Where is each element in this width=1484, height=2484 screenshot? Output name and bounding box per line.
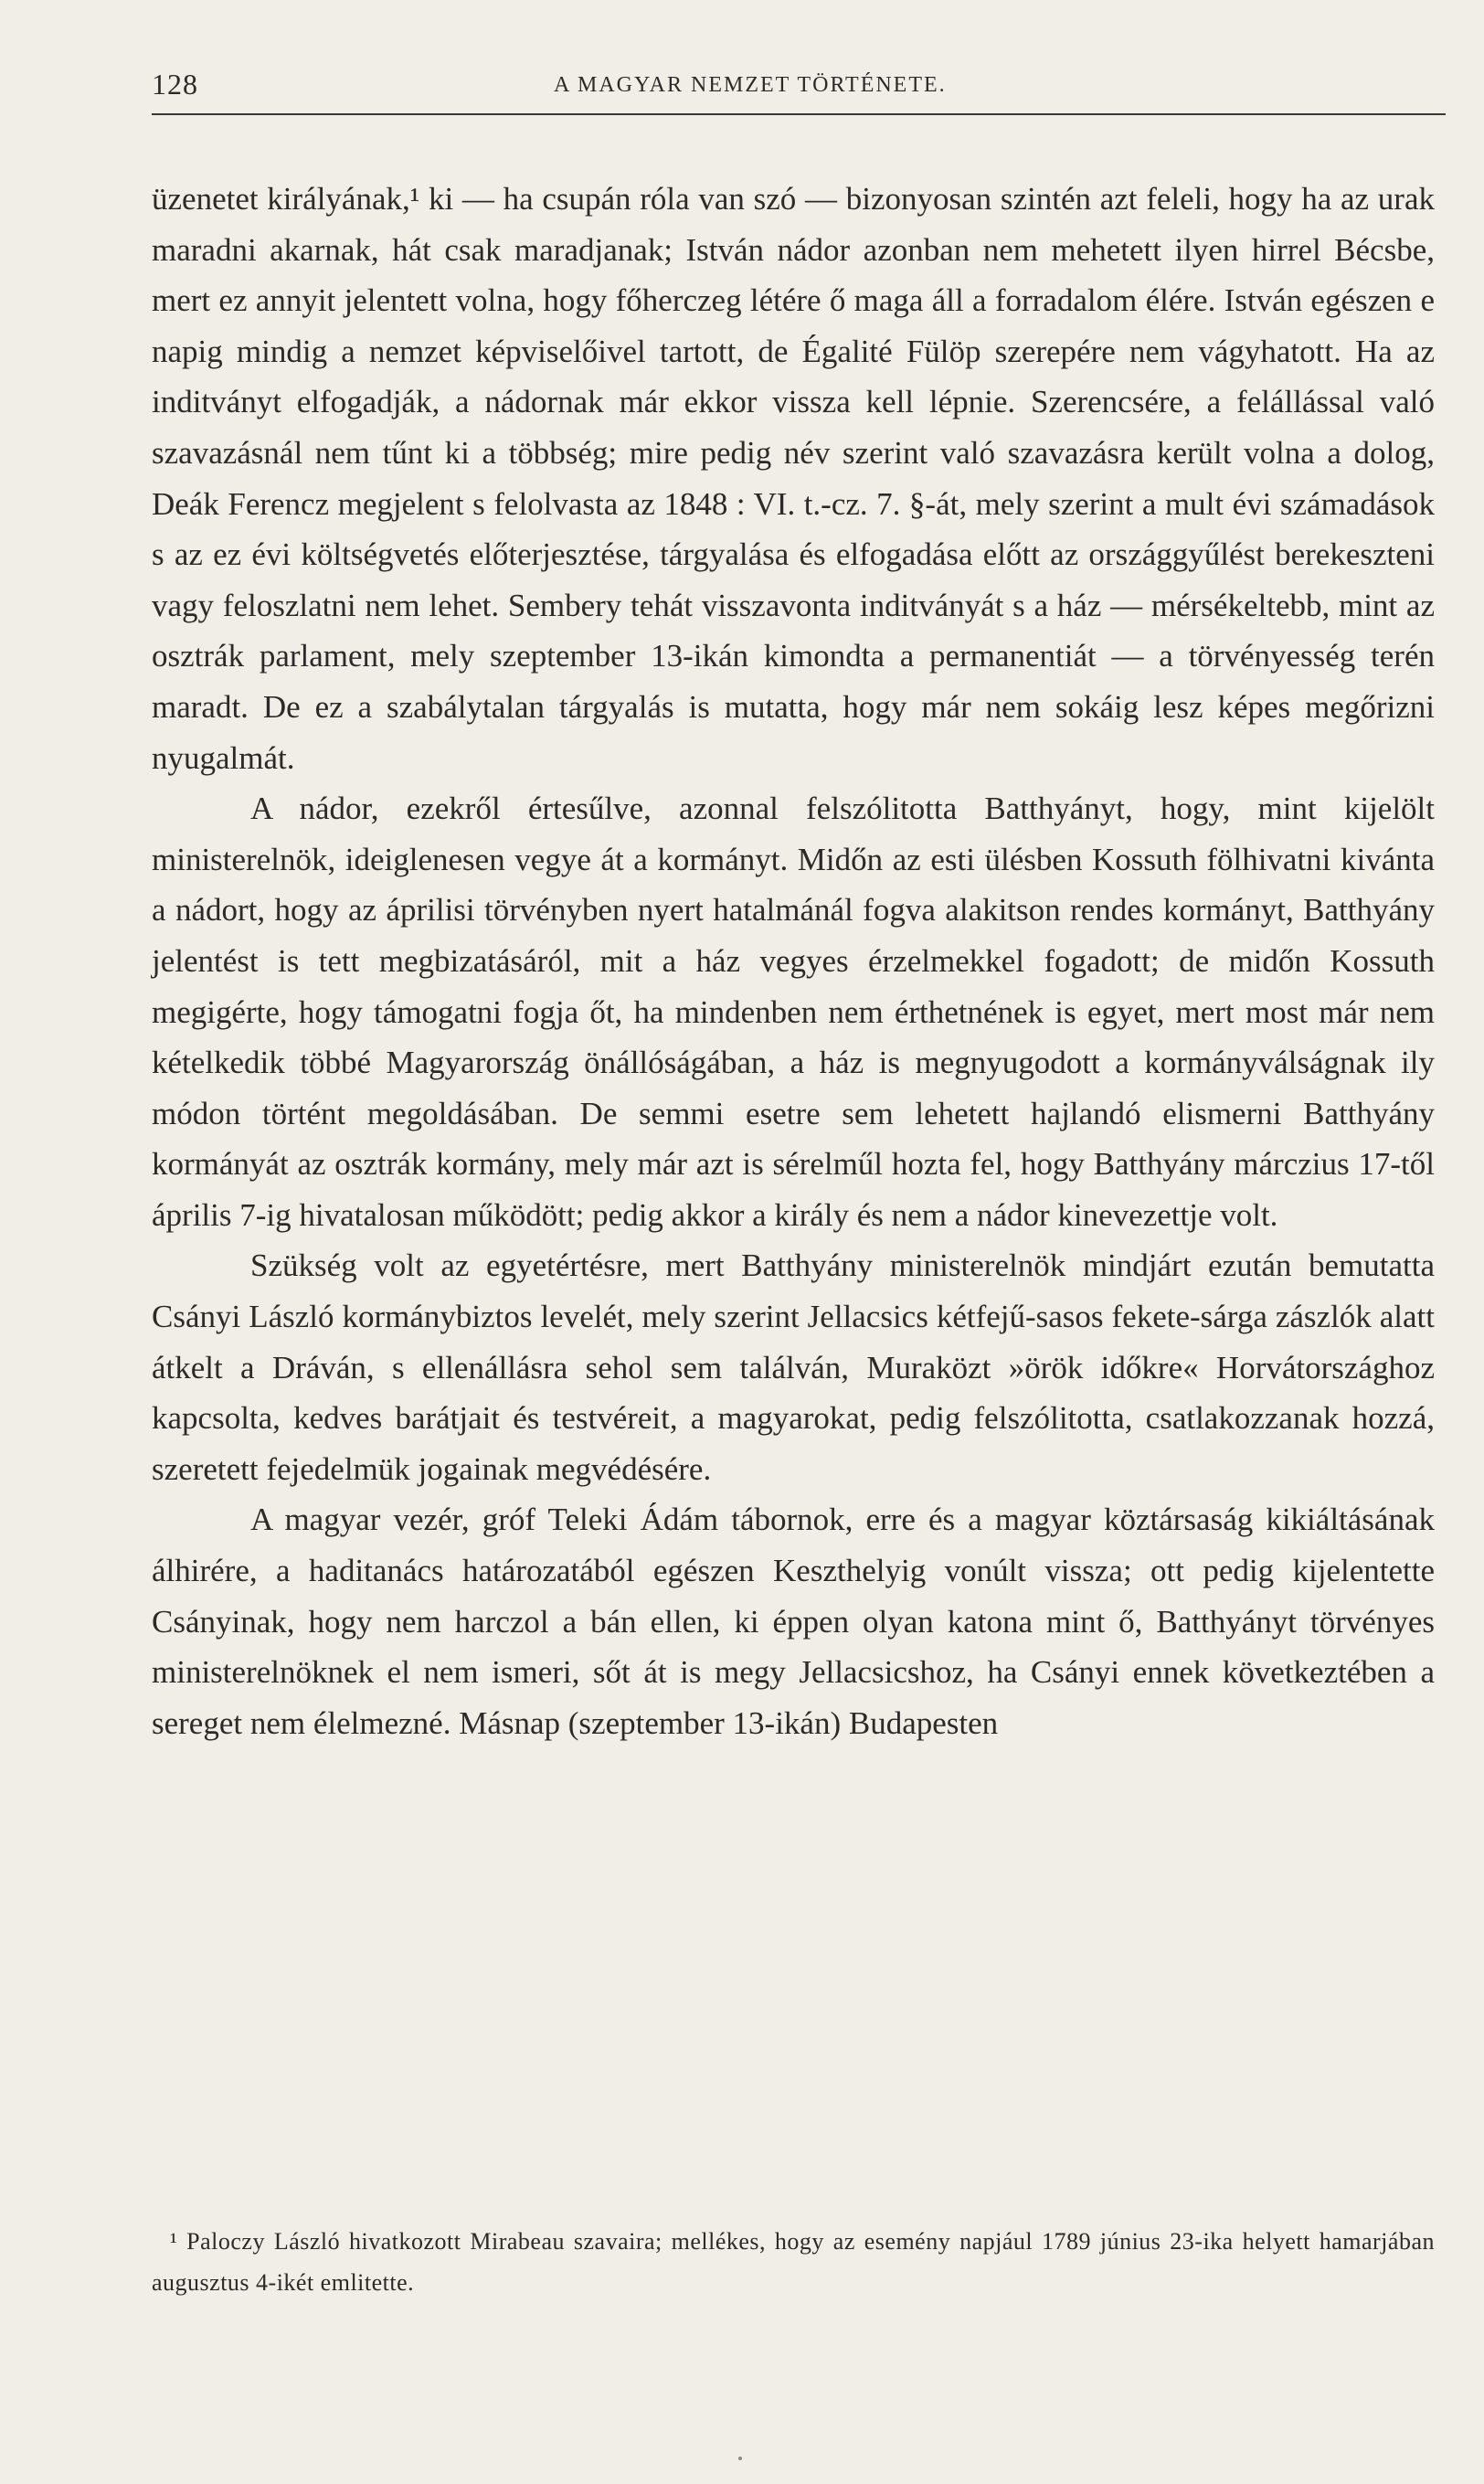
paragraph: A magyar vezér, gróf Teleki Ádám tábornok, erre és a magyar köztársaság kikiáltásának álhirére, a haditanács határozatából egészen Keszthelyig vonúlt vissza; ott pedig kijelentette Csányinak, hogy nem harczol a bán ellen, ki éppen olyan katona mint ő, Batthyányt törvényes ministerelnöknek el nem ismeri, sőt át is megy Jellacsicshoz, ha Csányi ennek következtében a sereget nem élelmezné. Másnap (szeptember 13-ikán) Budapesten xyxy=(152,1502,1435,1741)
footnote: ¹ Paloczy László hivatkozott Mirabeau szavaira; mellékes, hogy az esemény napjául 1789 június 23-ika helyett hamarjában augusztus 4-ikét emlitette. xyxy=(152,2228,1435,2296)
running-title: A MAGYAR NEMZET TÖRTÉNETE. xyxy=(554,73,947,97)
page-header xyxy=(152,66,1446,115)
footnotes xyxy=(152,2221,1435,2303)
paragraph: Szükség volt az egyetértésre, mert Batthyány ministerelnök mindjárt ezután bemutatta Csányi László kormánybiztos levelét, mely szerint Jellacsics kétfejű-sasos fekete-sárga zászlók alatt átkelt a Dráván, s ellenállásra sehol sem találván, Muraközt »örök időkre« Horvátországhoz kapcsolta, kedves barátjait és testvéreit, a magyarokat, pedig felszólitotta, csatlakozzanak hozzá, szeretett fejedelmük jogainak megvédésére. xyxy=(152,1247,1435,1487)
main-text xyxy=(152,174,1435,1748)
print-speck xyxy=(738,2457,742,2460)
paragraph: üzenetet királyának,¹ ki — ha csupán róla van szó — bizonyosan szintén azt feleli, hogy ha az urak maradni akarnak, hát csak maradjanak; István nádor azonban nem mehetett ilyen hirrel Bécsbe, mert ez annyit jelentett volna, hogy főherczeg létére ő maga áll a forradalom élére. István egészen e napig mindig a nemzet képviselőivel tartott, de Égalité Fülöp szerepére nem vágyhatott. Ha az inditványt elfogadják, a nádornak már ekkor vissza kell lépnie. Szerencsére, a felállással való szavazásnál nem tűnt ki a többség; mire pedig név szerint való szavazásra került volna a dolog, Deák Ferencz megjelent s felolvasta az 1848 : VI. t.-cz. 7. §-át, mely szerint a mult évi számadások s az ez évi költségvetés előterjesztése, tárgyalása és elfogadása előtt az országgyűlést berekeszteni vagy feloszlatni nem lehet. Sembery tehát visszavonta inditványát s a ház — mérsékeltebb, mint az osztrák parlament, mely szeptember 13-ikán kimondta a permanentiát — a törvényesség terén maradt. De ez a szabálytalan tárgyalás is mutatta, hogy már nem sokáig lesz képes megőrizni nyugalmát. xyxy=(152,181,1435,776)
paragraph: A nádor, ezekről értesűlve, azonnal felszólitotta Batthyányt, hogy, mint kijelölt ministerelnök, ideiglenesen vegye át a kormányt. Midőn az esti ülésben Kossuth fölhivatni kivánta a nádort, hogy az áprilisi törvényben nyert hatalmánál fogva alakitson rendes kormányt, Batthyány jelentést is tett megbizatásáról, mit a ház vegyes érzelmekkel fogadott; de midőn Kossuth megigérte, hogy támogatni fogja őt, ha mindenben nem érthetnének is egyet, mert most már nem kételkedik többé Magyarország önállóságában, a ház is megnyugodott a kormányválságnak ily módon történt megoldásában. De semmi esetre sem lehetett hajlandó elismerni Batthyány kormányát az osztrák kormány, mely már azt is sérelműl hozta fel, hogy Batthyány márczius 17-től április 7-ig hivatalosan működött; pedig akkor a király és nem a nádor kinevezettje volt. xyxy=(152,791,1435,1233)
page-number: 128 xyxy=(152,68,198,101)
